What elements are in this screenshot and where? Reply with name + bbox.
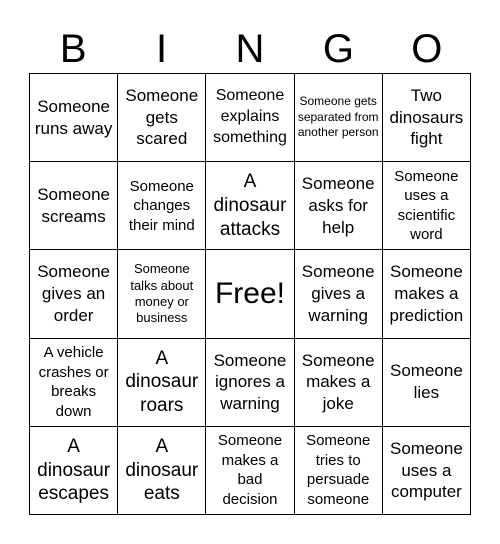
bingo-cell[interactable]: Someone changes their mind xyxy=(118,162,206,250)
bingo-board xyxy=(29,73,471,515)
bingo-cell[interactable]: Someone makes a joke xyxy=(295,339,383,427)
free-space[interactable]: Free! xyxy=(206,250,294,338)
header-letter-i: I xyxy=(156,27,168,71)
bingo-cell[interactable]: Someone uses a scientific word xyxy=(383,162,471,250)
bingo-cell[interactable]: Someone ignores a warning xyxy=(206,339,294,427)
bingo-cell[interactable]: Someone gives an order xyxy=(30,250,118,338)
bingo-cell[interactable]: Someone gets separated from another person xyxy=(295,74,383,162)
bingo-cell[interactable]: A dinosaur escapes xyxy=(30,427,118,515)
bingo-cell[interactable]: Someone uses a computer xyxy=(383,427,471,515)
bingo-cell[interactable]: A dinosaur attacks xyxy=(206,162,294,250)
bingo-cell[interactable]: Two dinosaurs fight xyxy=(383,74,471,162)
header-letter-g: G xyxy=(322,27,354,71)
bingo-cell[interactable]: Someone explains something xyxy=(206,74,294,162)
header-letter-b: B xyxy=(59,27,87,71)
bingo-cell[interactable]: Someone runs away xyxy=(30,74,118,162)
bingo-cell[interactable]: Someone tries to persuade someone xyxy=(295,427,383,515)
bingo-cell[interactable]: Someone gets scared xyxy=(118,74,206,162)
bingo-cell[interactable]: A dinosaur eats xyxy=(118,427,206,515)
bingo-cell[interactable]: Someone asks for help xyxy=(295,162,383,250)
bingo-cell[interactable]: Someone lies xyxy=(383,339,471,427)
bingo-cell[interactable]: Someone gives a warning xyxy=(295,250,383,338)
header-letter-n: N xyxy=(235,27,265,71)
bingo-cell[interactable]: A vehicle crashes or breaks down xyxy=(30,339,118,427)
bingo-cell[interactable]: Someone talks about money or business xyxy=(118,250,206,338)
bingo-header xyxy=(29,25,471,73)
bingo-cell[interactable]: Someone makes a prediction xyxy=(383,250,471,338)
bingo-cell[interactable]: Someone screams xyxy=(30,162,118,250)
bingo-cell[interactable]: Someone makes a bad decision xyxy=(206,427,294,515)
bingo-cell[interactable]: A dinosaur roars xyxy=(118,339,206,427)
header-letter-o: O xyxy=(411,27,443,71)
